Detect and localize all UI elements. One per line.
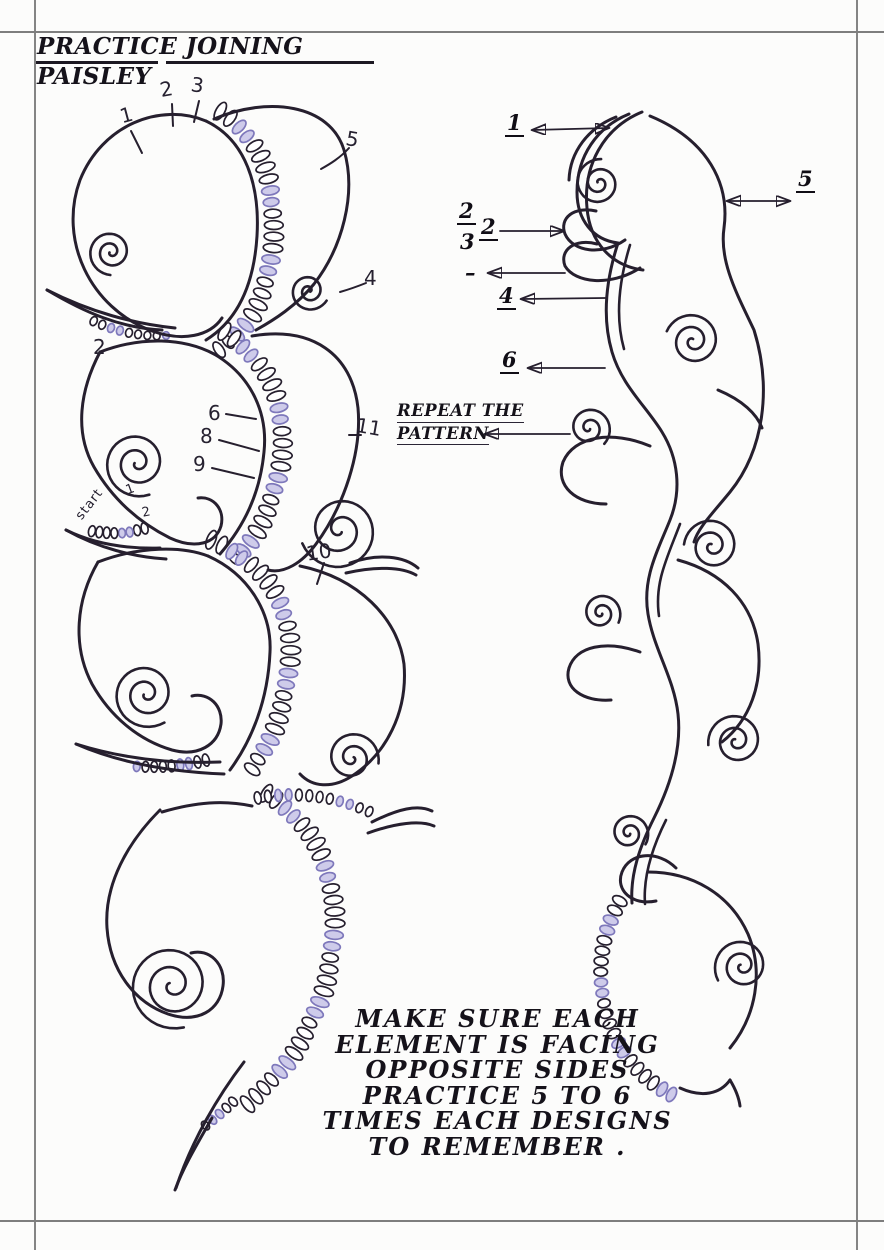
- arrow-step-4: [522, 298, 605, 299]
- label-step-9-left: 9: [193, 452, 206, 476]
- footer-line-3: OPPOSITE SIDES: [365, 1055, 630, 1084]
- label-step-8-left: 8: [200, 424, 213, 448]
- repeat-note-line1: REPEAT THE: [397, 403, 524, 423]
- footer-line-6: TO REMEMBER .: [368, 1131, 627, 1161]
- repeat-pattern-note: [397, 403, 524, 448]
- page-title-line2: PAISLEY: [37, 63, 152, 90]
- right-paisley-chain: [561, 112, 763, 1106]
- label-step-3-right: 3: [460, 229, 475, 254]
- label-step-4-right: 4: [499, 283, 514, 308]
- label-step-10-left: 10: [304, 538, 333, 566]
- label-step-4-left: 4: [364, 266, 377, 290]
- annotation-arrows: [486, 128, 789, 434]
- label-step-6-left: 6: [208, 401, 221, 425]
- footer-line-5: TIMES EACH DESIGNS: [322, 1106, 673, 1135]
- footer-line-2: ELEMENT IS FACING: [335, 1029, 660, 1059]
- label-seq-1: 1: [123, 480, 138, 499]
- label-step-5-left: 5: [344, 126, 361, 152]
- label-step-3-left: 3: [189, 72, 206, 98]
- label-step-2-left: 2: [158, 76, 175, 102]
- footer-line-1: MAKE SURE EACH: [355, 1004, 640, 1033]
- label-step-11-left: 11: [354, 412, 384, 442]
- label-step-5-right: 5: [798, 166, 813, 191]
- label-step-2-side: 2: [93, 335, 106, 359]
- page-title-line1: PRACTICE JOINING: [37, 33, 304, 60]
- label-dash-right: –: [465, 260, 476, 285]
- label-step-2-right: 2: [459, 198, 474, 223]
- label-step-1-right: 1: [507, 110, 522, 135]
- label-start: start: [72, 485, 107, 524]
- label-step-6-right: 6: [502, 347, 517, 372]
- footer-note: [300, 1006, 695, 1159]
- footer-line-4: PRACTICE 5 TO 6: [362, 1080, 633, 1110]
- label-seq-2: 2: [140, 504, 153, 521]
- label-step-2b-right: 2: [481, 214, 496, 239]
- arrow-step-1: [533, 128, 608, 130]
- repeat-note-line2: PATTERN: [397, 426, 489, 446]
- label-step-1-left: 1: [117, 101, 136, 129]
